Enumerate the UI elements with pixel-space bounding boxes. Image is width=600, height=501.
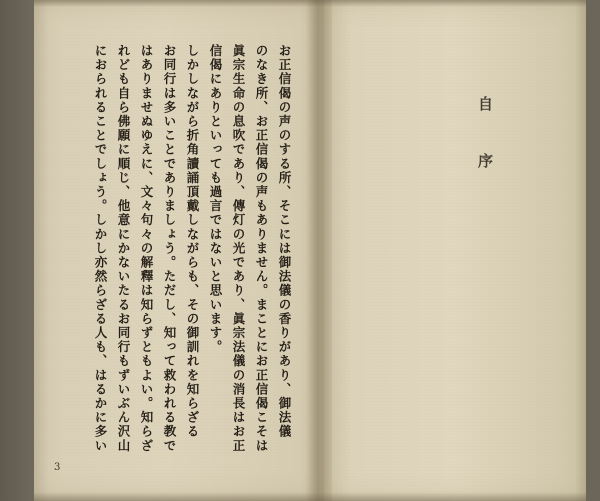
text-column: お正信偈の声のする所、そこには御法儀の香りがあり、御法儀 (277, 44, 292, 439)
text-column: におられることでしょう。しかし亦然らざる人も、はるかに多い (93, 44, 108, 453)
book-gutter-shadow (306, 0, 332, 501)
text-column: お同行は多いことでありましょう。ただし、知って救われる教で (162, 44, 177, 453)
text-column: はありませぬゆえに、文々句々の解釋は知らずともよい。知らざ (139, 44, 154, 453)
open-book (14, 0, 586, 501)
text-column: 眞宗生命の息吹であり、傳灯の光であり、眞宗法儀の消長はお正 (231, 44, 246, 453)
text-column: のなき所、お正信偈の声もありません。まことにお正信偈こそは (254, 44, 269, 453)
text-column: 信偈にありといっても過言ではないと思います。 (208, 44, 223, 355)
paper-texture-right (324, 0, 586, 501)
chapter-heading: 自 序 (476, 96, 494, 180)
body-text-left-page (56, 44, 296, 453)
text-column: しかしながら折角讀誦頂戴しながらも、その御訓れを知らざる (185, 44, 200, 439)
page-number: 3 (54, 462, 61, 473)
text-column: れども自ら佛願に順じ、他意にかないたるお同行もずいぶん沢山 (116, 44, 131, 453)
book-page-right (324, 0, 586, 501)
